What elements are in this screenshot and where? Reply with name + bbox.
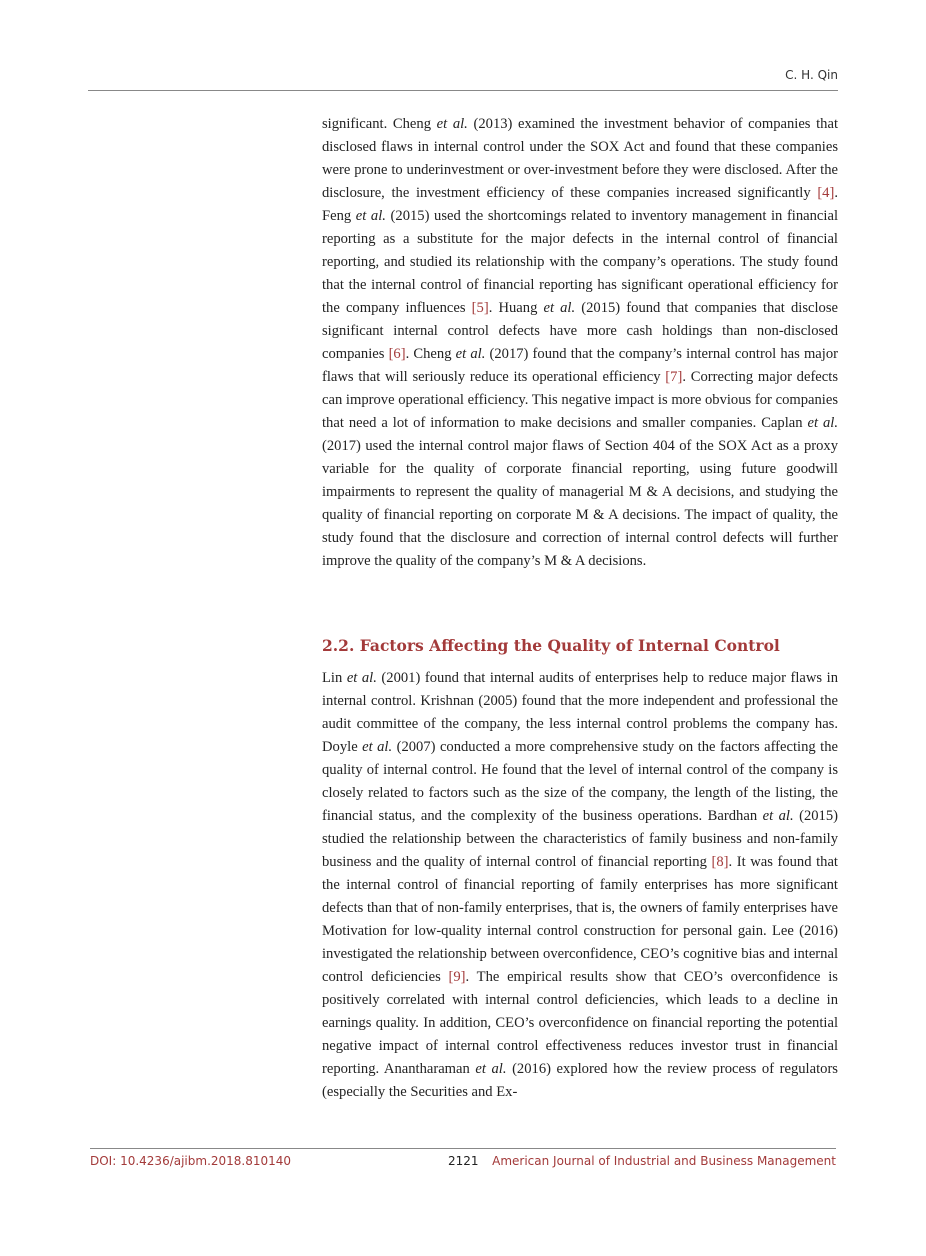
citation-link[interactable]: [6] xyxy=(388,346,406,362)
text-run: Lin xyxy=(322,670,347,686)
header-rule xyxy=(88,90,838,91)
text-run: (2017) found that the company’s internal control has major flaws that will seriously reduce its operational efficiency xyxy=(322,346,838,385)
et-al: et al. xyxy=(762,808,794,824)
text-run: (2001) found that internal audits of enterprises help to reduce major flaws in internal control. Krishnan (2005) found that the more independent and professional the audit committee of the company, the less internal control problems the company has. Doyle xyxy=(322,670,838,755)
citation-link[interactable]: [4] xyxy=(817,185,835,201)
text-run: (2015) studied the relationship between the characteristics of family business and non-family business and the quality of internal control of financial reporting xyxy=(322,808,838,870)
header-author: C. H. Qin xyxy=(785,68,838,82)
section-heading: 2.2. Factors Affecting the Quality of Internal Control xyxy=(322,636,780,655)
text-run: (2007) conducted a more comprehensive study on the factors affecting the quality of internal control. He found that the level of internal control of the company is closely related to factors such as the size of the company, the length of the listing, the financial status, and the complexity of the business operations. Bardhan xyxy=(322,739,838,824)
et-al: et al. xyxy=(436,116,468,132)
text-run: (2016) explored how the review process of regulators (especially the Securities and Ex- xyxy=(322,1061,838,1100)
text-run: (2015) found that companies that disclose significant internal control defects have more cash holdings than non-disclosed companies xyxy=(322,300,838,362)
text-run: . The empirical results show that CEO’s overconfidence is positively correlated with internal control deficiencies, which leads to a decline in earnings quality. In addition, CEO’s overconfidence on financial reporting the potential negative impact of internal control effectiveness reduces investor trust in financial reporting. Anantharaman xyxy=(322,969,838,1077)
et-al: et al. xyxy=(475,1061,507,1077)
et-al: et al. xyxy=(362,739,393,755)
footer-doi-link[interactable]: DOI: 10.4236/ajibm.2018.810140 xyxy=(90,1154,292,1168)
et-al: et al. xyxy=(346,670,377,686)
text-run: . Cheng xyxy=(405,346,456,362)
citation-link[interactable]: [9] xyxy=(448,969,466,985)
footer-page-number: 2121 xyxy=(448,1154,479,1168)
text-run: . It was found that the internal control of financial reporting of family enterprises has more significant defects than that of non-family enterprises, that is, the owners of family enterprises have Motivation for low-quality internal control construction for personal gain. Lee (2016) investigated the relationship between overconfidence, CEO’s cognitive bias and internal control deficiencies xyxy=(322,854,838,985)
et-al: et al. xyxy=(807,415,838,431)
text-run: significant. Cheng xyxy=(322,116,437,132)
et-al: et al. xyxy=(355,208,386,224)
text-run: . Feng xyxy=(322,185,838,224)
text-run: (2017) used the internal control major flaws of Section 404 of the SOX Act as a proxy variable for the quality of corporate financial reporting, using future goodwill impairments to represent the quality of managerial M & A decisions, and studying the quality of financial reporting on corporate M & A decisions. The impact of quality, the study found that the disclosure and correction of internal control defects will further improve the quality of the company’s M & A decisions. xyxy=(322,438,838,569)
paragraph xyxy=(322,113,838,573)
footer-rule xyxy=(90,1148,836,1149)
paragraph xyxy=(322,667,838,1104)
citation-link[interactable]: [8] xyxy=(711,854,729,870)
et-al: et al. xyxy=(455,346,486,362)
body-paragraph-1 xyxy=(322,113,838,573)
text-run: . Correcting major defects can improve operational efficiency. This negative impact is more obvious for companies that need a lot of information to make decisions and smaller companies. Caplan xyxy=(322,369,839,431)
text-run: (2013) examined the investment behavior of companies that disclosed flaws in internal control under the SOX Act and found that these companies were prone to underinvestment or over-investment before they were disclosed. After the disclosure, the investment efficiency of these companies increased significantly xyxy=(322,116,839,201)
et-al: et al. xyxy=(543,300,576,316)
body-paragraph-2 xyxy=(322,667,838,1104)
text-run: (2015) used the shortcomings related to inventory management in financial reporting as a substitute for the major defects in the internal control of financial reporting, and studied its relationship with the company’s operations. The study found that the internal control of financial reporting has significant operational efficiency for the company influences xyxy=(322,208,838,316)
citation-link[interactable]: [7] xyxy=(665,369,683,385)
citation-link[interactable]: [5] xyxy=(471,300,489,316)
footer-journal-link[interactable]: American Journal of Industrial and Business Management xyxy=(492,1154,836,1168)
text-run: . Huang xyxy=(488,300,544,316)
